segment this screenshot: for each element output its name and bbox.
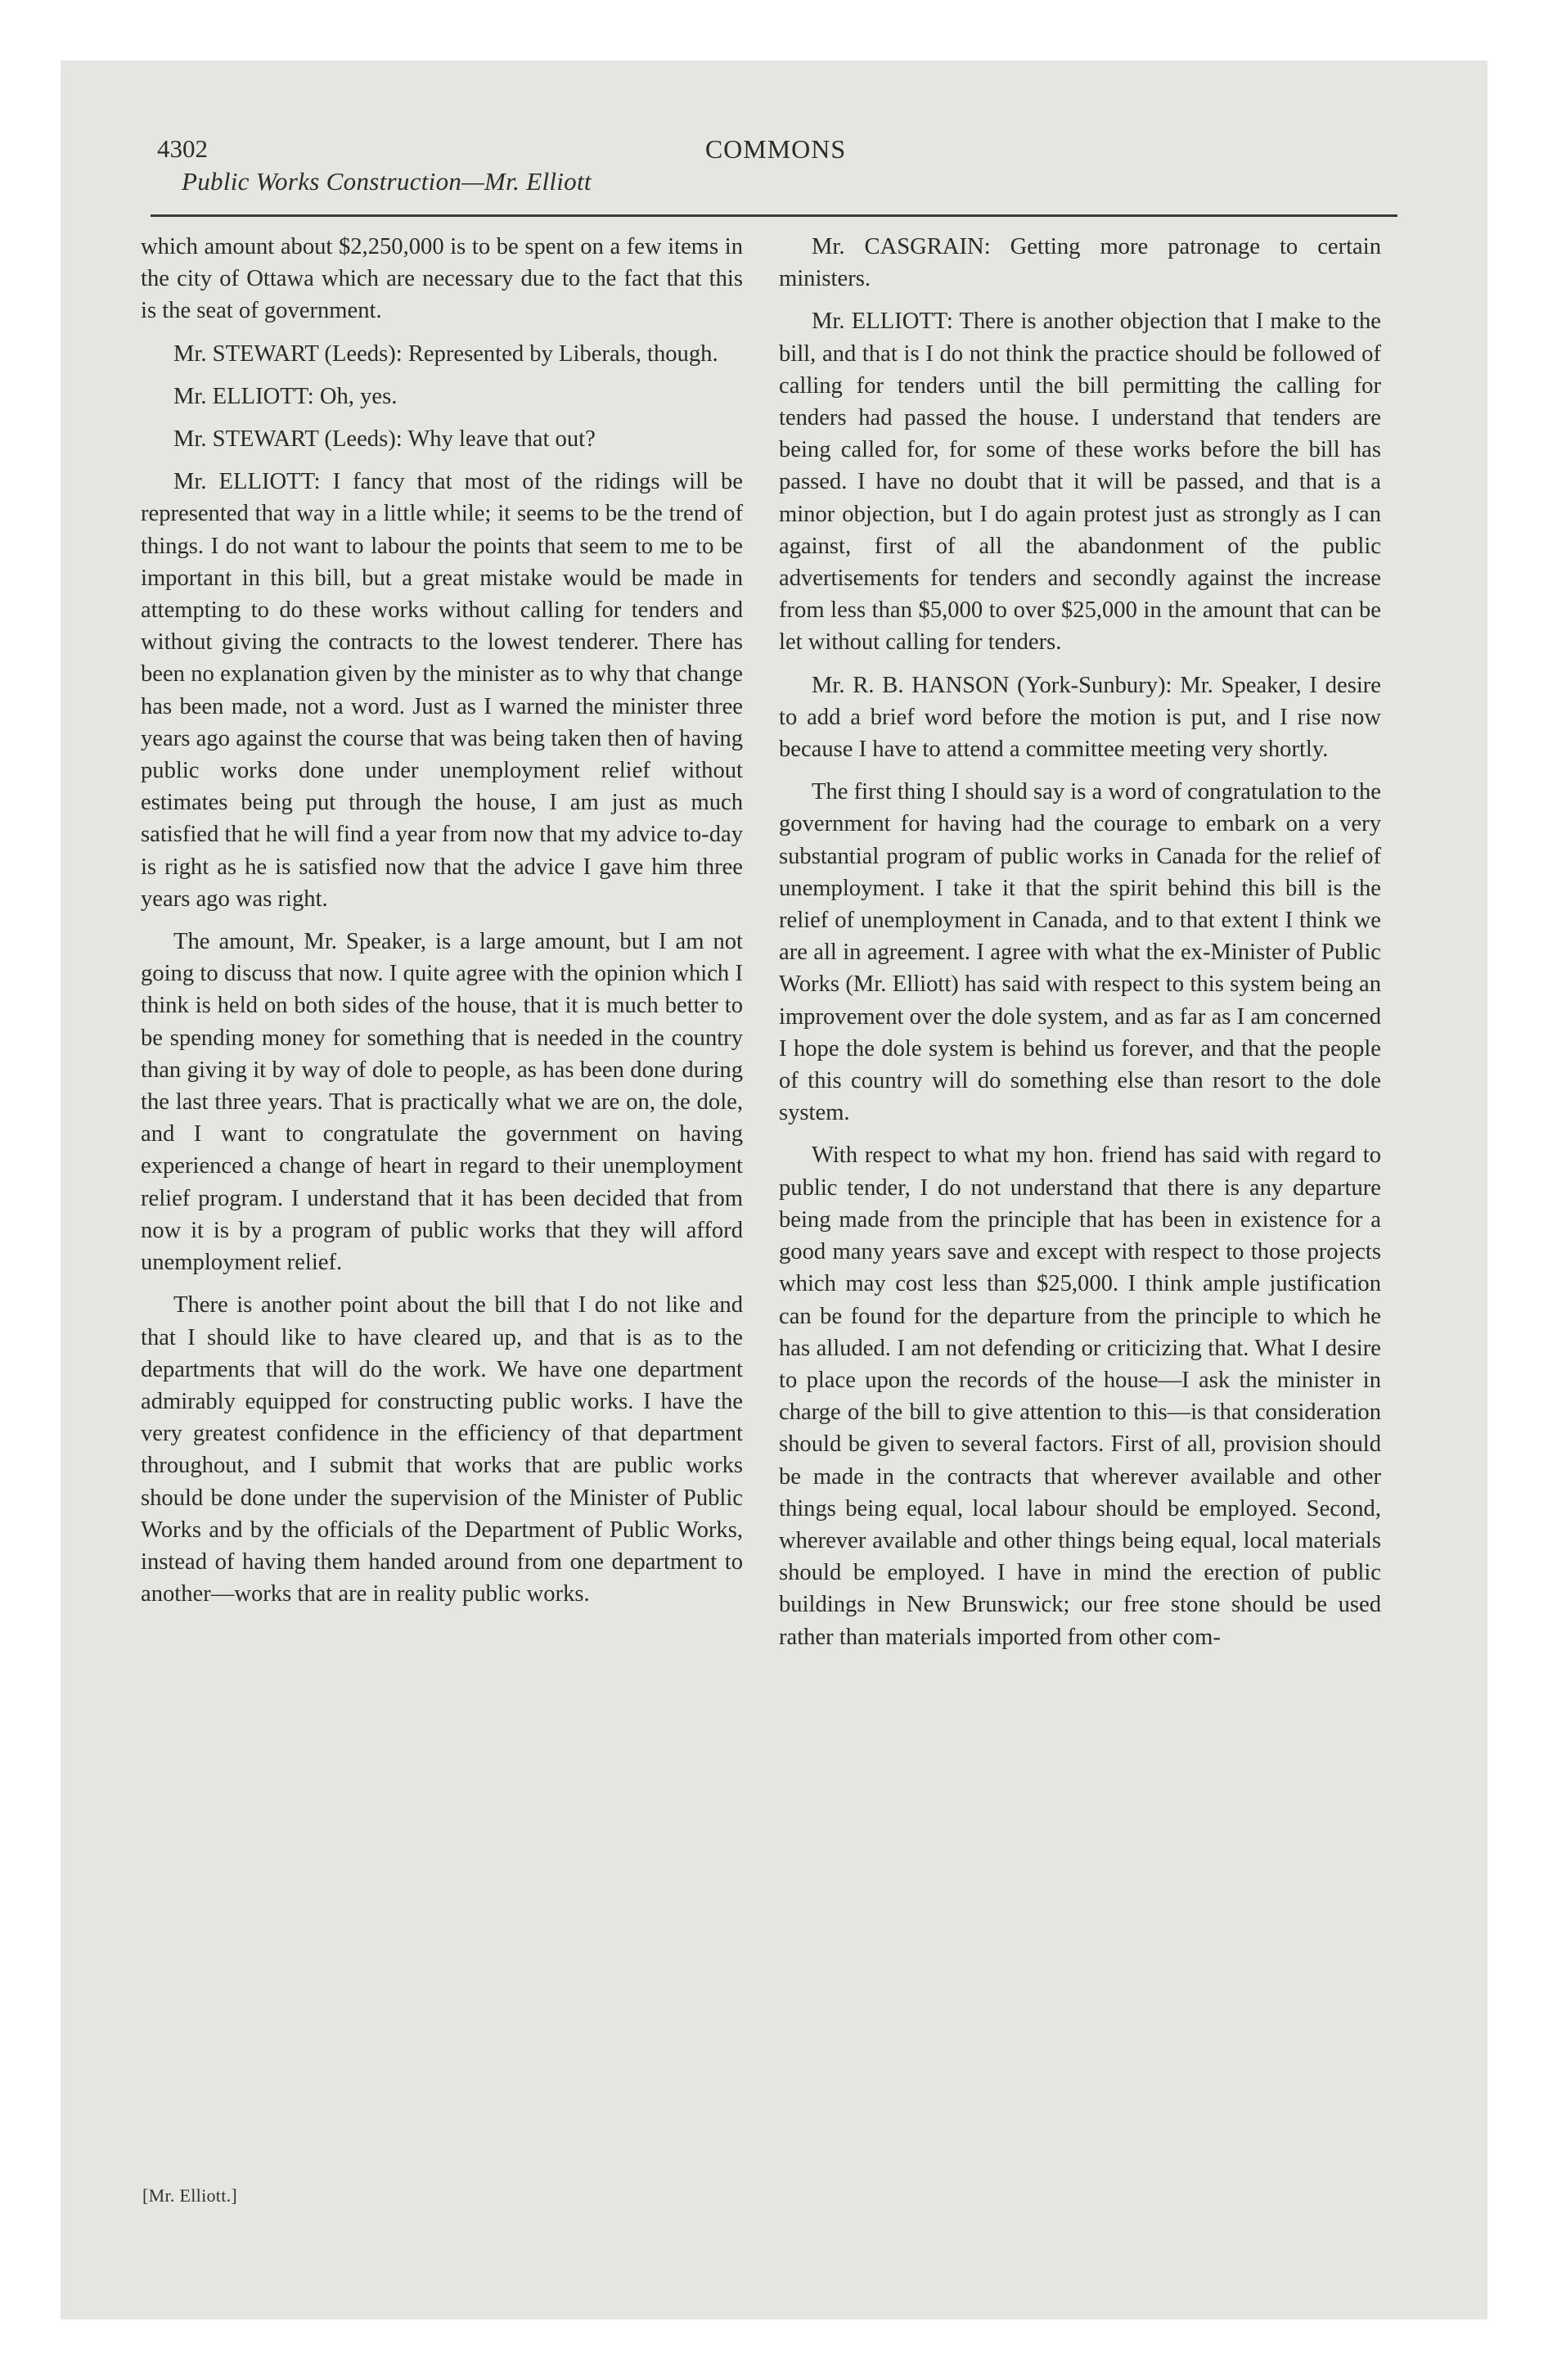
paragraph: Mr. ELLIOTT: There is another objection that I make to the bill, and that is I do not think the practice should be followed of calling for tenders until the bill permitting the calling for tenders had passed the house. I understand that tenders are being called for, for some of these works before the bill has passed. I have no doubt that it will be passed, and that is a minor objection, but I do again protest just as strongly as I can against, first of all the abandonment of the public advertisements for tenders and secondly against the increase from less than $5,000 to over $25,000 in the amount that can be let without calling for tenders. bbox=[779, 309, 1381, 656]
page-header bbox=[157, 134, 1394, 210]
running-subtitle: Public Works Construction—Mr. Elliott bbox=[182, 167, 592, 196]
header-rule bbox=[151, 214, 1397, 217]
page-number: 4302 bbox=[157, 134, 208, 163]
paragraph: Mr. STEWART (Leeds): Why leave that out? bbox=[173, 426, 596, 453]
paragraph: There is another point about the bill that I do not like and that I should like to have cleared up, and that is as to the departments that will do the work. We have one department admirably equipped for constructing public works. I have the very greatest confidence in the efficiency of that department throughout, and I submit that works that are public works should be done under the supervision of the Minister of Public Works and by the officials of the Department of Public Works, instead of having them handed around from one department to another—works that are in reality public works. bbox=[141, 1292, 743, 1607]
paragraph: Mr. STEWART (Leeds): Represented by Liberals, though. bbox=[173, 340, 718, 367]
running-title: COMMONS bbox=[704, 134, 847, 164]
paragraph: Mr. R. B. HANSON (York-Sunbury): Mr. Speaker, I desire to add a brief word before the motion is put, and I rise now because I have to attend a committee meeting very shortly. bbox=[779, 672, 1381, 763]
page-attribution: [Mr. Elliott.] bbox=[142, 2185, 238, 2206]
left-column bbox=[141, 231, 743, 1620]
paragraph: which amount about $2,250,000 is to be spent on a few items in the city of Ottawa which are necessary due to the fact that this is the seat of government. bbox=[141, 234, 743, 324]
paragraph: Mr. ELLIOTT: I fancy that most of the ridings will be represented that way in a little while; it seems to be the trend of things. I do not want to labour the points that seem to me to be important in this bill, but a great mistake would be made in attempting to do these works without calling for tenders and without giving the contracts to the lowest tenderer. There has been no explanation given by the minister as to why that change has been made, not a word. Just as I warned the minister three years ago against the course that was being taken then of having public works done under unemployment relief without estimates being put through the house, I am just as much satisfied that he will find a year from now that my advice to-day is right as he is satisfied now that the advice I gave him three years ago was right. bbox=[141, 469, 743, 912]
paragraph: Mr. CASGRAIN: Getting more patronage to certain ministers. bbox=[779, 234, 1381, 292]
right-column bbox=[779, 231, 1381, 1664]
paragraph: The first thing I should say is a word of congratulation to the government for having had the courage to embark on a very substantial program of public works in Canada for the relief of unemployment. I take it that the spirit behind this bill is the relief of unemployment in Canada, and to that extent I think we are all in agreement. I agree with what the ex-Minister of Public Works (Mr. Elliott) has said with respect to this system being an improvement over the dole system, and as far as I am concerned I hope the dole system is behind us forever, and that the people of this country will do something else than resort to the dole system. bbox=[779, 779, 1381, 1126]
paragraph: Mr. ELLIOTT: Oh, yes. bbox=[173, 383, 398, 409]
paragraph: The amount, Mr. Speaker, is a large amount, but I am not going to discuss that now. I quite agree with the opinion which I think is held on both sides of the house, that it is much better to be spending money for something that is needed in the country than giving it by way of dole to people, as has been done during the last three years. That is practically what we are on, the dole, and I want to congratulate the government on having experienced a change of heart in regard to their unemployment relief program. I understand that it has been decided that from now it is by a program of public works that they will afford unemployment relief. bbox=[141, 929, 743, 1276]
paragraph: With respect to what my hon. friend has said with regard to public tender, I do not understand that there is any departure being made from the principle that has been in existence for a good many years save and except with respect to those projects which may cost less than $25,000. I think ample justification can be found for the departure from the principle to which he has alluded. I am not defending or criticizing that. What I desire to place upon the records of the house—I ask the minister in charge of the bill to give attention to this—is that consideration should be given to several factors. First of all, provision should be made in the contracts that wherever available and other things being equal, local labour should be employed. Second, wherever available and other things being equal, local materials should be employed. I have in mind the erection of public buildings in New Brunswick; our free stone should be used rather than materials imported from other com- bbox=[779, 1143, 1381, 1650]
